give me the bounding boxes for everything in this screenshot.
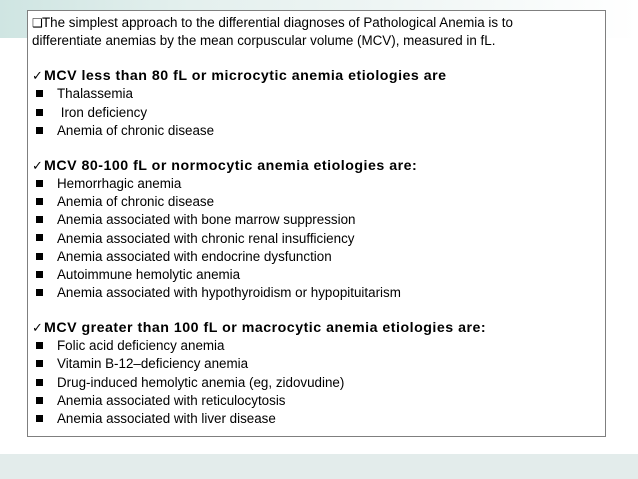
- intro-text-2: differentiate anemias by the mean corpuscular volume (MCV), measured in fL.: [32, 33, 496, 49]
- list-item: Iron deficiency: [32, 104, 605, 122]
- list-item: Anemia associated with bone marrow suppression: [32, 211, 605, 229]
- list-item: Anemia associated with endocrine dysfunction: [32, 248, 605, 266]
- square-bullet-icon: [36, 234, 43, 241]
- square-bullet-icon: [36, 90, 43, 97]
- content-box: [27, 10, 606, 437]
- section-heading-normocytic: ✓MCV 80-100 fL or normocytic anemia etiologies are:: [32, 157, 418, 174]
- square-bullet-icon: [36, 415, 43, 422]
- list-item: Thalassemia: [32, 85, 605, 103]
- footer-band: [0, 454, 638, 479]
- list-item: Folic acid deficiency anemia: [32, 337, 605, 355]
- intro-text-1: The simplest approach to the differential diagnoses of Pathological Anemia is to: [42, 15, 513, 30]
- square-bullet-icon: [36, 379, 43, 386]
- intro-line-2: [32, 32, 605, 50]
- square-bullet-icon: [36, 271, 43, 278]
- list-item: Anemia associated with liver disease: [32, 410, 605, 428]
- list-item: Anemia of chronic disease: [32, 122, 605, 140]
- section-heading-microcytic: ✓MCV less than 80 fL or microcytic anemia etiologies are: [32, 68, 447, 85]
- square-bullet-icon: [36, 216, 43, 223]
- list-item: Anemia associated with chronic renal insufficiency: [32, 230, 605, 248]
- hollow-square-bullet-icon: ❑: [32, 16, 43, 30]
- square-bullet-icon: [36, 253, 43, 260]
- checkmark-icon: ✓: [32, 320, 44, 336]
- list-item: Hemorrhagic anemia: [32, 175, 605, 193]
- checkmark-icon: ✓: [32, 68, 44, 84]
- list-item: Drug-induced hemolytic anemia (eg, zidovudine): [32, 374, 605, 392]
- spacer: [32, 302, 605, 318]
- list-item: Vitamin B-12–deficiency anemia: [32, 355, 605, 373]
- spacer: [32, 140, 605, 156]
- square-bullet-icon: [36, 109, 43, 116]
- square-bullet-icon: [36, 127, 43, 134]
- spacer: [32, 50, 605, 66]
- square-bullet-icon: [36, 342, 43, 349]
- square-bullet-icon: [36, 289, 43, 296]
- list-item: Anemia associated with hypothyroidism or hypopituitarism: [32, 284, 605, 302]
- list-item: Anemia associated with reticulocytosis: [32, 392, 605, 410]
- checkmark-icon: ✓: [32, 157, 44, 173]
- list-item: Autoimmune hemolytic anemia: [32, 266, 605, 284]
- intro-line-1: [32, 14, 605, 32]
- square-bullet-icon: [36, 180, 43, 187]
- square-bullet-icon: [36, 198, 43, 205]
- square-bullet-icon: [36, 397, 43, 404]
- list-item: Anemia of chronic disease: [32, 193, 605, 211]
- section-heading-macrocytic: ✓MCV greater than 100 fL or macrocytic anemia etiologies are:: [32, 320, 487, 337]
- square-bullet-icon: [36, 360, 43, 367]
